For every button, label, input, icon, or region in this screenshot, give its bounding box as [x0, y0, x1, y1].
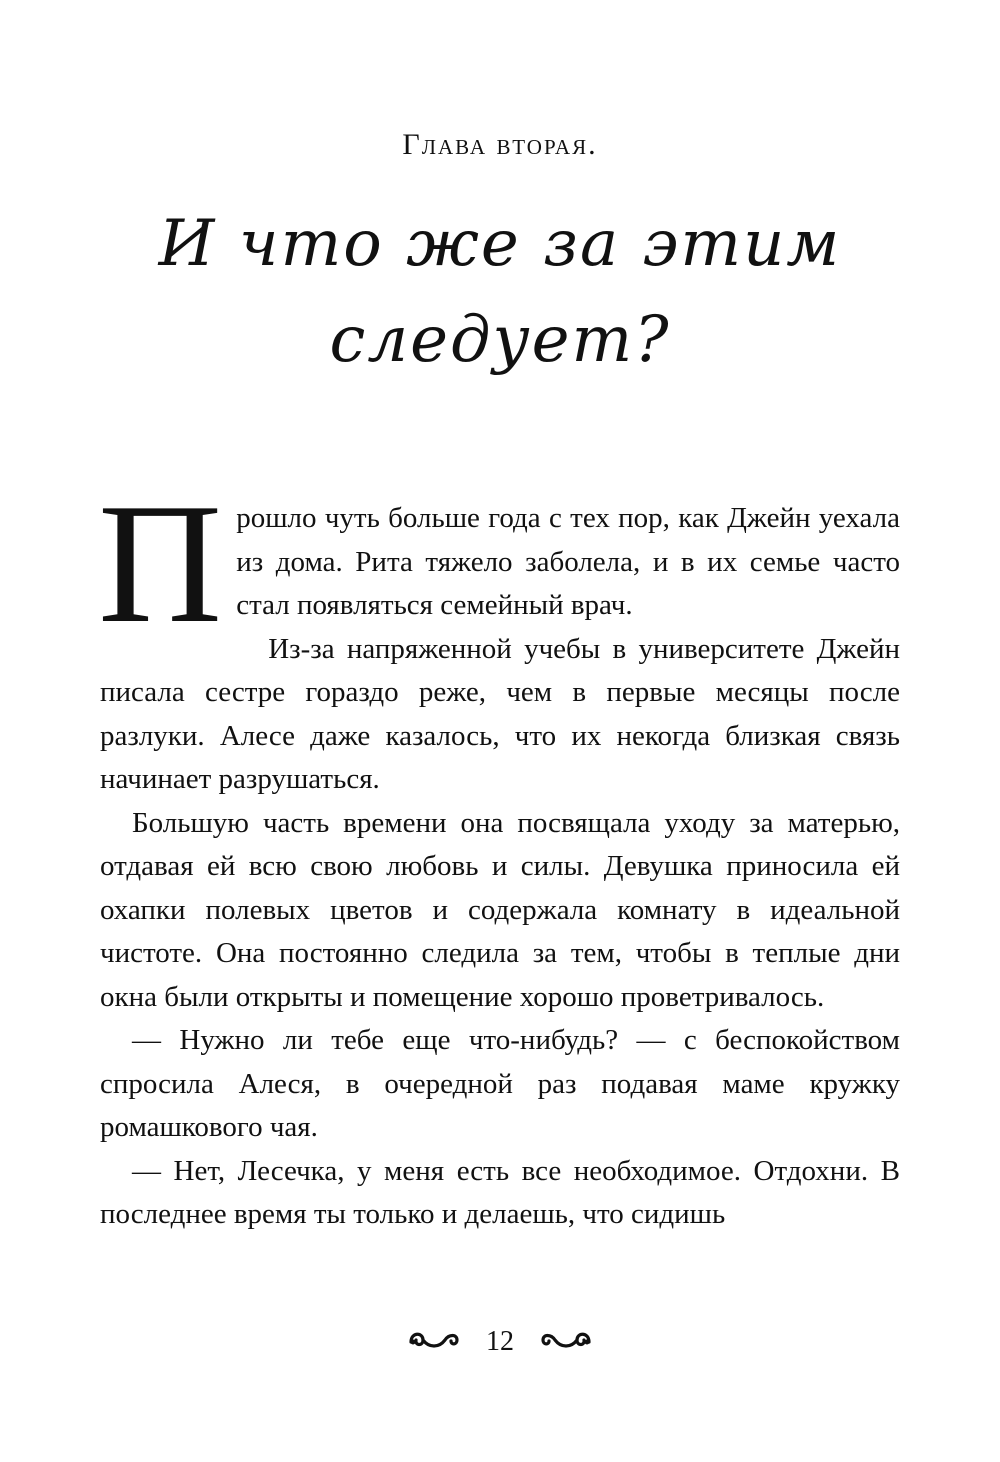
- paragraph-5: — Нет, Лесечка, у меня есть все необходимое. Отдохни. В последнее время ты только и делаешь, что сидишь: [100, 1154, 900, 1230]
- body-text: [98, 469, 900, 1237]
- chapter-label: Глава вторая.: [402, 128, 598, 161]
- chapter-title-line-2: следует?: [329, 303, 671, 377]
- paragraph-3: Большую часть времени она посвящала уходу за матерью, отдавая ей всю свою любовь и силы. Девушка приносила ей охапки полевых цветов и содержала комнату в идеальной чистоте. Она постоянно следила за тем, чтобы в теплые дни окна были открыты и помещение хорошо проветривалось.: [100, 806, 900, 1013]
- swirl-ornament-left-icon: [407, 1326, 461, 1358]
- paragraph-1-text: рошло чуть больше года с тех пор, как Джейн уехала из дома. Рита тяжело заболела, и в их семье часто стал появляться семейный врач.: [236, 502, 900, 621]
- swirl-ornament-right-icon: [539, 1326, 593, 1358]
- paragraph-1: [98, 469, 900, 659]
- page-footer: [0, 1324, 1000, 1358]
- chapter-title: [150, 196, 850, 388]
- paragraph-2: Из-за напряженной учебы в университете Джейн писала сестре гораздо реже, чем в первые месяцы после разлуки. Алесе даже казалось, что их некогда близкая связь начинает разрушаться.: [100, 632, 900, 795]
- page-number: 12: [486, 1325, 514, 1357]
- chapter-title-line-1: И что же за этим: [158, 207, 842, 281]
- paragraph-4: — Нужно ли тебе еще что-нибудь? — с беспокойством спросила Алеся, в очередной раз подавая маме кружку ромашкового чая.: [100, 1024, 900, 1143]
- drop-cap: П: [98, 469, 223, 659]
